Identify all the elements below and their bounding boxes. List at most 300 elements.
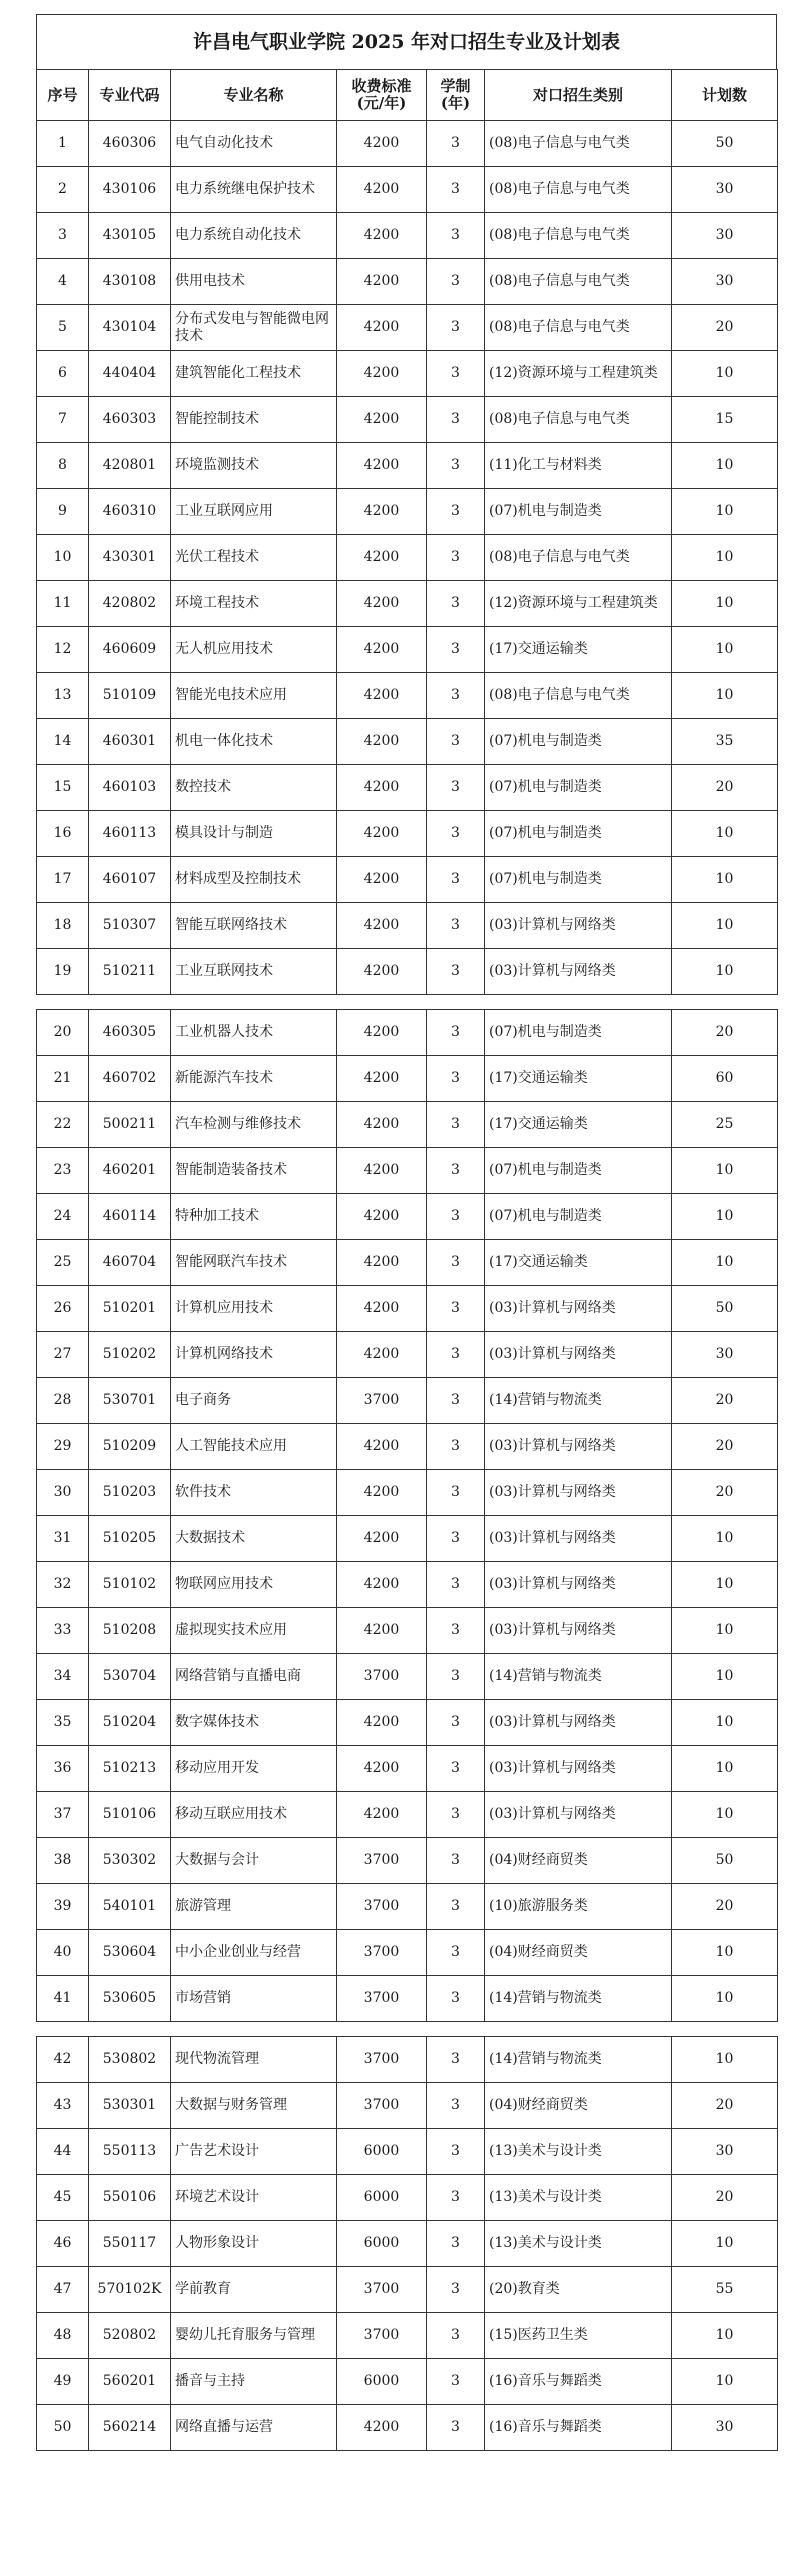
table-row bbox=[37, 1470, 778, 1516]
cell-plan: 10 bbox=[672, 1976, 778, 2022]
enrollment-plan-sheet bbox=[36, 14, 777, 2451]
cell-fee: 6000 bbox=[337, 2129, 427, 2175]
cell-no: 13 bbox=[37, 673, 89, 719]
cell-code: 530802 bbox=[89, 2037, 171, 2083]
section-gap bbox=[36, 2022, 777, 2036]
table-row bbox=[37, 1194, 778, 1240]
cell-category: (03)计算机与网络类 bbox=[485, 1424, 672, 1470]
cell-fee: 3700 bbox=[337, 1378, 427, 1424]
cell-years: 3 bbox=[427, 1608, 485, 1654]
cell-name: 模具设计与制造 bbox=[171, 811, 337, 857]
header-years: 学制(年) bbox=[427, 70, 485, 121]
cell-code: 570102K bbox=[89, 2267, 171, 2313]
header-fee: 收费标准(元/年) bbox=[337, 70, 427, 121]
cell-fee: 4200 bbox=[337, 259, 427, 305]
cell-no: 50 bbox=[37, 2405, 89, 2451]
table-row bbox=[37, 443, 778, 489]
cell-category: (17)交通运输类 bbox=[485, 1102, 672, 1148]
cell-plan: 10 bbox=[672, 1930, 778, 1976]
cell-years: 3 bbox=[427, 1378, 485, 1424]
cell-years: 3 bbox=[427, 1792, 485, 1838]
cell-plan: 10 bbox=[672, 2313, 778, 2359]
cell-years: 3 bbox=[427, 2037, 485, 2083]
cell-name: 分布式发电与智能微电网技术 bbox=[171, 305, 337, 351]
cell-fee: 3700 bbox=[337, 2037, 427, 2083]
cell-fee: 4200 bbox=[337, 1332, 427, 1378]
cell-no: 2 bbox=[37, 167, 89, 213]
cell-code: 530701 bbox=[89, 1378, 171, 1424]
cell-years: 3 bbox=[427, 2175, 485, 2221]
table-row bbox=[37, 1654, 778, 1700]
header-serial: 序号 bbox=[37, 70, 89, 121]
cell-fee: 3700 bbox=[337, 2083, 427, 2129]
cell-no: 37 bbox=[37, 1792, 89, 1838]
cell-category: (17)交通运输类 bbox=[485, 1056, 672, 1102]
cell-no: 26 bbox=[37, 1286, 89, 1332]
table-row bbox=[37, 857, 778, 903]
cell-years: 3 bbox=[427, 305, 485, 351]
table-row bbox=[37, 1240, 778, 1286]
cell-code: 460310 bbox=[89, 489, 171, 535]
cell-name: 旅游管理 bbox=[171, 1884, 337, 1930]
cell-plan: 10 bbox=[672, 2221, 778, 2267]
cell-category: (03)计算机与网络类 bbox=[485, 1792, 672, 1838]
cell-plan: 10 bbox=[672, 1516, 778, 1562]
cell-years: 3 bbox=[427, 1240, 485, 1286]
cell-fee: 4200 bbox=[337, 627, 427, 673]
cell-years: 3 bbox=[427, 2405, 485, 2451]
cell-years: 3 bbox=[427, 1838, 485, 1884]
cell-category: (12)资源环境与工程建筑类 bbox=[485, 581, 672, 627]
cell-code: 460113 bbox=[89, 811, 171, 857]
cell-code: 510102 bbox=[89, 1562, 171, 1608]
cell-no: 30 bbox=[37, 1470, 89, 1516]
cell-code: 510201 bbox=[89, 1286, 171, 1332]
cell-name: 人物形象设计 bbox=[171, 2221, 337, 2267]
cell-name: 软件技术 bbox=[171, 1470, 337, 1516]
cell-fee: 4200 bbox=[337, 1148, 427, 1194]
cell-category: (16)音乐与舞蹈类 bbox=[485, 2405, 672, 2451]
table-row bbox=[37, 2313, 778, 2359]
cell-category: (16)音乐与舞蹈类 bbox=[485, 2359, 672, 2405]
table-row bbox=[37, 1562, 778, 1608]
cell-name: 无人机应用技术 bbox=[171, 627, 337, 673]
cell-name: 新能源汽车技术 bbox=[171, 1056, 337, 1102]
cell-years: 3 bbox=[427, 1516, 485, 1562]
cell-no: 18 bbox=[37, 903, 89, 949]
cell-fee: 4200 bbox=[337, 1516, 427, 1562]
cell-plan: 10 bbox=[672, 949, 778, 995]
cell-plan: 20 bbox=[672, 2083, 778, 2129]
cell-name: 数字媒体技术 bbox=[171, 1700, 337, 1746]
cell-code: 460114 bbox=[89, 1194, 171, 1240]
cell-name: 智能光电技术应用 bbox=[171, 673, 337, 719]
table-row bbox=[37, 1148, 778, 1194]
cell-code: 550113 bbox=[89, 2129, 171, 2175]
cell-category: (08)电子信息与电气类 bbox=[485, 121, 672, 167]
cell-fee: 4200 bbox=[337, 1240, 427, 1286]
cell-no: 39 bbox=[37, 1884, 89, 1930]
cell-category: (10)旅游服务类 bbox=[485, 1884, 672, 1930]
cell-fee: 4200 bbox=[337, 213, 427, 259]
cell-code: 510205 bbox=[89, 1516, 171, 1562]
cell-years: 3 bbox=[427, 1562, 485, 1608]
header-code: 专业代码 bbox=[89, 70, 171, 121]
cell-fee: 4200 bbox=[337, 305, 427, 351]
cell-plan: 20 bbox=[672, 2175, 778, 2221]
cell-years: 3 bbox=[427, 1102, 485, 1148]
cell-plan: 50 bbox=[672, 121, 778, 167]
cell-years: 3 bbox=[427, 1148, 485, 1194]
cell-code: 530605 bbox=[89, 1976, 171, 2022]
cell-plan: 10 bbox=[672, 2359, 778, 2405]
cell-name: 广告艺术设计 bbox=[171, 2129, 337, 2175]
table-row bbox=[37, 1378, 778, 1424]
cell-name: 智能控制技术 bbox=[171, 397, 337, 443]
cell-fee: 6000 bbox=[337, 2175, 427, 2221]
table-row bbox=[37, 535, 778, 581]
cell-name: 现代物流管理 bbox=[171, 2037, 337, 2083]
table-row bbox=[37, 581, 778, 627]
cell-category: (07)机电与制造类 bbox=[485, 765, 672, 811]
table-row bbox=[37, 1056, 778, 1102]
cell-fee: 4200 bbox=[337, 673, 427, 719]
cell-name: 建筑智能化工程技术 bbox=[171, 351, 337, 397]
cell-no: 33 bbox=[37, 1608, 89, 1654]
cell-no: 17 bbox=[37, 857, 89, 903]
table-row bbox=[37, 1010, 778, 1056]
cell-no: 25 bbox=[37, 1240, 89, 1286]
cell-code: 460306 bbox=[89, 121, 171, 167]
cell-code: 430105 bbox=[89, 213, 171, 259]
cell-fee: 4200 bbox=[337, 121, 427, 167]
cell-code: 460704 bbox=[89, 1240, 171, 1286]
cell-years: 3 bbox=[427, 443, 485, 489]
cell-plan: 10 bbox=[672, 1148, 778, 1194]
cell-no: 22 bbox=[37, 1102, 89, 1148]
cell-plan: 15 bbox=[672, 397, 778, 443]
cell-code: 530301 bbox=[89, 2083, 171, 2129]
cell-years: 3 bbox=[427, 627, 485, 673]
cell-code: 530704 bbox=[89, 1654, 171, 1700]
table-row bbox=[37, 1838, 778, 1884]
cell-plan: 10 bbox=[672, 2037, 778, 2083]
cell-category: (13)美术与设计类 bbox=[485, 2129, 672, 2175]
cell-no: 16 bbox=[37, 811, 89, 857]
cell-fee: 4200 bbox=[337, 1700, 427, 1746]
cell-years: 3 bbox=[427, 2313, 485, 2359]
cell-fee: 3700 bbox=[337, 1976, 427, 2022]
cell-name: 物联网应用技术 bbox=[171, 1562, 337, 1608]
cell-code: 510204 bbox=[89, 1700, 171, 1746]
cell-code: 460301 bbox=[89, 719, 171, 765]
cell-code: 560201 bbox=[89, 2359, 171, 2405]
table-row bbox=[37, 765, 778, 811]
cell-name: 网络直播与运营 bbox=[171, 2405, 337, 2451]
cell-name: 数控技术 bbox=[171, 765, 337, 811]
cell-code: 430104 bbox=[89, 305, 171, 351]
cell-no: 6 bbox=[37, 351, 89, 397]
cell-plan: 10 bbox=[672, 1194, 778, 1240]
table-row bbox=[37, 489, 778, 535]
table-row bbox=[37, 903, 778, 949]
cell-code: 510213 bbox=[89, 1746, 171, 1792]
cell-fee: 4200 bbox=[337, 1470, 427, 1516]
cell-no: 3 bbox=[37, 213, 89, 259]
cell-name: 大数据与会计 bbox=[171, 1838, 337, 1884]
table-row bbox=[37, 1930, 778, 1976]
cell-no: 14 bbox=[37, 719, 89, 765]
table-row bbox=[37, 2037, 778, 2083]
cell-code: 460303 bbox=[89, 397, 171, 443]
cell-years: 3 bbox=[427, 2083, 485, 2129]
cell-name: 大数据技术 bbox=[171, 1516, 337, 1562]
cell-name: 电子商务 bbox=[171, 1378, 337, 1424]
cell-plan: 10 bbox=[672, 489, 778, 535]
cell-no: 48 bbox=[37, 2313, 89, 2359]
cell-category: (08)电子信息与电气类 bbox=[485, 213, 672, 259]
cell-no: 40 bbox=[37, 1930, 89, 1976]
cell-category: (08)电子信息与电气类 bbox=[485, 305, 672, 351]
cell-plan: 30 bbox=[672, 2129, 778, 2175]
cell-plan: 10 bbox=[672, 1240, 778, 1286]
cell-code: 460107 bbox=[89, 857, 171, 903]
cell-category: (07)机电与制造类 bbox=[485, 811, 672, 857]
cell-category: (07)机电与制造类 bbox=[485, 489, 672, 535]
cell-no: 46 bbox=[37, 2221, 89, 2267]
cell-plan: 30 bbox=[672, 2405, 778, 2451]
cell-no: 19 bbox=[37, 949, 89, 995]
table-row bbox=[37, 2129, 778, 2175]
cell-plan: 30 bbox=[672, 1332, 778, 1378]
table-row bbox=[37, 1608, 778, 1654]
cell-no: 12 bbox=[37, 627, 89, 673]
cell-no: 21 bbox=[37, 1056, 89, 1102]
cell-code: 430301 bbox=[89, 535, 171, 581]
cell-code: 530604 bbox=[89, 1930, 171, 1976]
cell-fee: 4200 bbox=[337, 535, 427, 581]
cell-plan: 10 bbox=[672, 443, 778, 489]
cell-category: (08)电子信息与电气类 bbox=[485, 167, 672, 213]
plan-table-section bbox=[36, 2036, 778, 2451]
cell-plan: 50 bbox=[672, 1838, 778, 1884]
cell-fee: 4200 bbox=[337, 1562, 427, 1608]
cell-years: 3 bbox=[427, 1654, 485, 1700]
cell-fee: 4200 bbox=[337, 1286, 427, 1332]
cell-plan: 20 bbox=[672, 1010, 778, 1056]
cell-plan: 35 bbox=[672, 719, 778, 765]
cell-fee: 4200 bbox=[337, 857, 427, 903]
cell-name: 光伏工程技术 bbox=[171, 535, 337, 581]
cell-years: 3 bbox=[427, 949, 485, 995]
cell-category: (04)财经商贸类 bbox=[485, 1838, 672, 1884]
cell-years: 3 bbox=[427, 1700, 485, 1746]
cell-plan: 20 bbox=[672, 765, 778, 811]
cell-no: 42 bbox=[37, 2037, 89, 2083]
table-row bbox=[37, 811, 778, 857]
cell-category: (07)机电与制造类 bbox=[485, 857, 672, 903]
cell-code: 430106 bbox=[89, 167, 171, 213]
cell-plan: 10 bbox=[672, 1654, 778, 1700]
cell-code: 460305 bbox=[89, 1010, 171, 1056]
cell-no: 7 bbox=[37, 397, 89, 443]
table-row bbox=[37, 2221, 778, 2267]
cell-code: 460201 bbox=[89, 1148, 171, 1194]
cell-years: 3 bbox=[427, 857, 485, 903]
plan-tables bbox=[36, 69, 777, 2451]
cell-fee: 4200 bbox=[337, 719, 427, 765]
table-row bbox=[37, 2267, 778, 2313]
cell-category: (08)电子信息与电气类 bbox=[485, 259, 672, 305]
cell-plan: 55 bbox=[672, 2267, 778, 2313]
cell-category: (08)电子信息与电气类 bbox=[485, 397, 672, 443]
cell-name: 虚拟现实技术应用 bbox=[171, 1608, 337, 1654]
table-row bbox=[37, 2175, 778, 2221]
cell-no: 9 bbox=[37, 489, 89, 535]
cell-category: (03)计算机与网络类 bbox=[485, 949, 672, 995]
cell-code: 550117 bbox=[89, 2221, 171, 2267]
cell-years: 3 bbox=[427, 213, 485, 259]
cell-category: (08)电子信息与电气类 bbox=[485, 535, 672, 581]
cell-name: 网络营销与直播电商 bbox=[171, 1654, 337, 1700]
cell-no: 24 bbox=[37, 1194, 89, 1240]
cell-plan: 20 bbox=[672, 1424, 778, 1470]
cell-category: (07)机电与制造类 bbox=[485, 719, 672, 765]
cell-code: 420802 bbox=[89, 581, 171, 627]
cell-no: 29 bbox=[37, 1424, 89, 1470]
cell-plan: 10 bbox=[672, 1700, 778, 1746]
cell-category: (17)交通运输类 bbox=[485, 627, 672, 673]
cell-name: 特种加工技术 bbox=[171, 1194, 337, 1240]
cell-code: 530302 bbox=[89, 1838, 171, 1884]
table-row bbox=[37, 2359, 778, 2405]
cell-no: 44 bbox=[37, 2129, 89, 2175]
cell-plan: 30 bbox=[672, 213, 778, 259]
cell-category: (07)机电与制造类 bbox=[485, 1148, 672, 1194]
cell-name: 供用电技术 bbox=[171, 259, 337, 305]
cell-name: 计算机应用技术 bbox=[171, 1286, 337, 1332]
cell-no: 31 bbox=[37, 1516, 89, 1562]
cell-name: 环境工程技术 bbox=[171, 581, 337, 627]
cell-fee: 4200 bbox=[337, 443, 427, 489]
page-title: 许昌电气职业学院 2025 年对口招生专业及计划表 bbox=[36, 14, 777, 69]
cell-name: 环境监测技术 bbox=[171, 443, 337, 489]
cell-name: 移动应用开发 bbox=[171, 1746, 337, 1792]
plan-table-section bbox=[36, 1009, 778, 2022]
cell-years: 3 bbox=[427, 1746, 485, 1792]
cell-fee: 3700 bbox=[337, 1654, 427, 1700]
table-row bbox=[37, 627, 778, 673]
cell-category: (20)教育类 bbox=[485, 2267, 672, 2313]
cell-years: 3 bbox=[427, 259, 485, 305]
table-row bbox=[37, 305, 778, 351]
cell-no: 23 bbox=[37, 1148, 89, 1194]
cell-plan: 30 bbox=[672, 167, 778, 213]
cell-no: 8 bbox=[37, 443, 89, 489]
table-row bbox=[37, 1424, 778, 1470]
cell-no: 20 bbox=[37, 1010, 89, 1056]
cell-name: 大数据与财务管理 bbox=[171, 2083, 337, 2129]
table-row bbox=[37, 213, 778, 259]
table-row bbox=[37, 351, 778, 397]
cell-name: 学前教育 bbox=[171, 2267, 337, 2313]
cell-no: 15 bbox=[37, 765, 89, 811]
header-name: 专业名称 bbox=[171, 70, 337, 121]
cell-years: 3 bbox=[427, 167, 485, 213]
cell-fee: 4200 bbox=[337, 489, 427, 535]
cell-category: (03)计算机与网络类 bbox=[485, 1608, 672, 1654]
cell-category: (11)化工与材料类 bbox=[485, 443, 672, 489]
cell-category: (14)营销与物流类 bbox=[485, 1976, 672, 2022]
cell-no: 11 bbox=[37, 581, 89, 627]
cell-fee: 4200 bbox=[337, 1792, 427, 1838]
cell-plan: 10 bbox=[672, 351, 778, 397]
cell-code: 560214 bbox=[89, 2405, 171, 2451]
cell-fee: 3700 bbox=[337, 1884, 427, 1930]
cell-name: 智能制造装备技术 bbox=[171, 1148, 337, 1194]
cell-name: 工业机器人技术 bbox=[171, 1010, 337, 1056]
table-row bbox=[37, 167, 778, 213]
table-row bbox=[37, 1792, 778, 1838]
cell-plan: 25 bbox=[672, 1102, 778, 1148]
cell-fee: 4200 bbox=[337, 811, 427, 857]
cell-fee: 4200 bbox=[337, 397, 427, 443]
cell-code: 420801 bbox=[89, 443, 171, 489]
cell-code: 460609 bbox=[89, 627, 171, 673]
cell-category: (03)计算机与网络类 bbox=[485, 1562, 672, 1608]
cell-code: 440404 bbox=[89, 351, 171, 397]
cell-code: 510203 bbox=[89, 1470, 171, 1516]
cell-code: 460702 bbox=[89, 1056, 171, 1102]
cell-plan: 20 bbox=[672, 1884, 778, 1930]
cell-no: 43 bbox=[37, 2083, 89, 2129]
cell-no: 10 bbox=[37, 535, 89, 581]
cell-category: (03)计算机与网络类 bbox=[485, 1286, 672, 1332]
cell-plan: 20 bbox=[672, 305, 778, 351]
cell-fee: 3700 bbox=[337, 2267, 427, 2313]
cell-plan: 50 bbox=[672, 1286, 778, 1332]
table-row bbox=[37, 1746, 778, 1792]
cell-plan: 10 bbox=[672, 627, 778, 673]
cell-no: 45 bbox=[37, 2175, 89, 2221]
cell-name: 机电一体化技术 bbox=[171, 719, 337, 765]
cell-name: 播音与主持 bbox=[171, 2359, 337, 2405]
cell-name: 电力系统继电保护技术 bbox=[171, 167, 337, 213]
cell-no: 49 bbox=[37, 2359, 89, 2405]
cell-category: (03)计算机与网络类 bbox=[485, 1332, 672, 1378]
cell-fee: 4200 bbox=[337, 1194, 427, 1240]
cell-name: 人工智能技术应用 bbox=[171, 1424, 337, 1470]
cell-name: 婴幼儿托育服务与管理 bbox=[171, 2313, 337, 2359]
cell-plan: 10 bbox=[672, 1746, 778, 1792]
cell-category: (08)电子信息与电气类 bbox=[485, 673, 672, 719]
cell-category: (12)资源环境与工程建筑类 bbox=[485, 351, 672, 397]
cell-years: 3 bbox=[427, 121, 485, 167]
cell-category: (03)计算机与网络类 bbox=[485, 1700, 672, 1746]
cell-category: (07)机电与制造类 bbox=[485, 1194, 672, 1240]
plan-table-section bbox=[36, 69, 778, 995]
cell-fee: 4200 bbox=[337, 949, 427, 995]
cell-plan: 10 bbox=[672, 1792, 778, 1838]
cell-fee: 6000 bbox=[337, 2359, 427, 2405]
cell-fee: 6000 bbox=[337, 2221, 427, 2267]
cell-category: (15)医药卫生类 bbox=[485, 2313, 672, 2359]
cell-category: (03)计算机与网络类 bbox=[485, 903, 672, 949]
table-row bbox=[37, 949, 778, 995]
cell-no: 32 bbox=[37, 1562, 89, 1608]
cell-years: 3 bbox=[427, 673, 485, 719]
cell-years: 3 bbox=[427, 719, 485, 765]
